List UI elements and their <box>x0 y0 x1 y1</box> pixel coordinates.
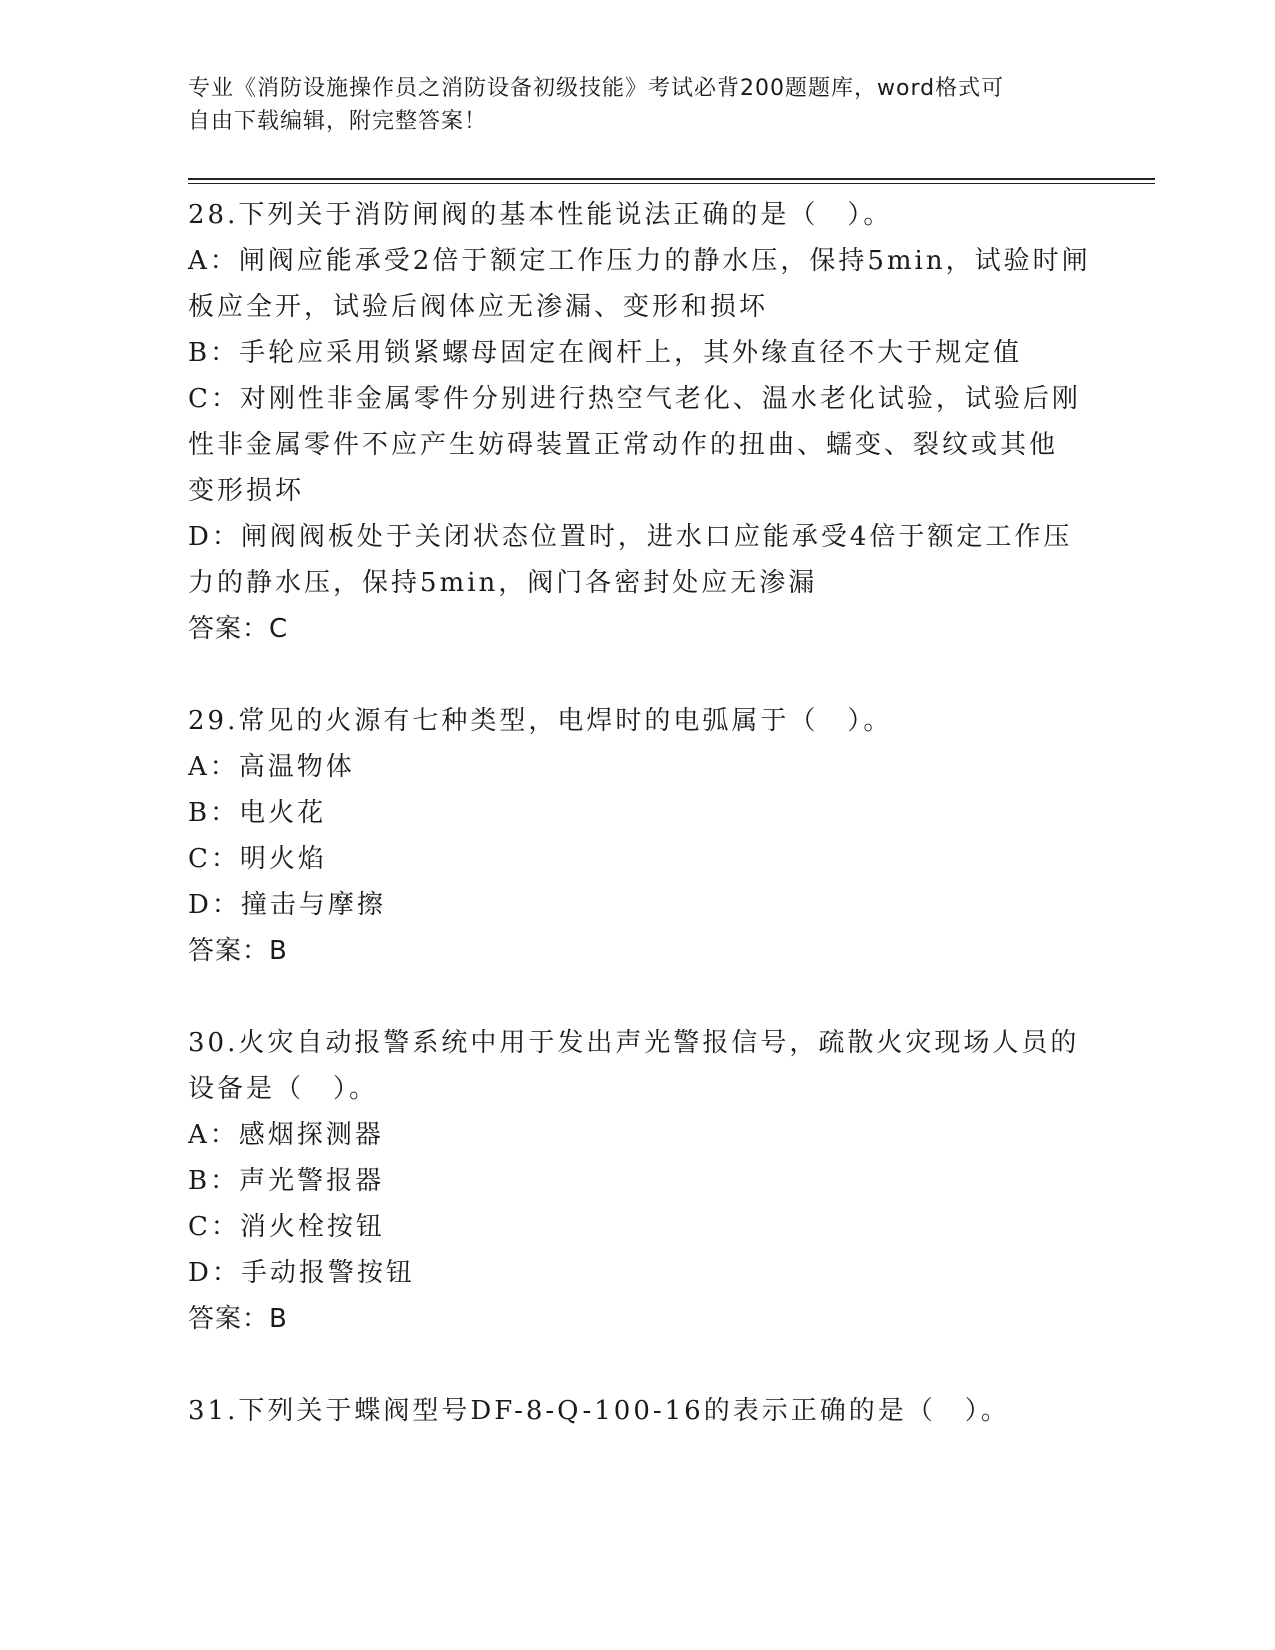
question-stem: 28.下列关于消防闸阀的基本性能说法正确的是（ ）。 <box>188 200 893 230</box>
answer-option: C：消火栓按钮 <box>188 1212 385 1242</box>
header-line-1: 专业《消防设施操作员之消防设备初级技能》考试必背200题题库，word格式可 <box>188 76 1005 101</box>
answer-option: 力的静水压，保持5min，阀门各密封处应无渗漏 <box>188 568 818 598</box>
answer-option: 板应全开，试验后阀体应无渗漏、变形和损坏 <box>188 292 769 322</box>
answer-option: B：手轮应采用锁紧螺母固定在阀杆上，其外缘直径不大于规定值 <box>188 338 1023 368</box>
question-stem: 31.下列关于蝶阀型号DF-8-Q-100-16的表示正确的是（ ）。 <box>188 1396 1010 1426</box>
header-line-2: 自由下载编辑，附完整答案！ <box>188 109 488 134</box>
answer-option: D：撞击与摩擦 <box>188 890 386 920</box>
question-block <box>188 192 1091 652</box>
answer-option: A：高温物体 <box>188 752 355 782</box>
answer-option: D：闸阀阀板处于关闭状态位置时，进水口应能承受4倍于额定工作压 <box>188 522 1073 552</box>
answer-option: B：电火花 <box>188 798 327 828</box>
question-stem: 30.火灾自动报警系统中用于发出声光警报信号，疏散火灾现场人员的 <box>188 1028 1080 1058</box>
answer-option: B：声光警报器 <box>188 1166 385 1196</box>
answer-key: 答案：B <box>188 1304 288 1334</box>
question-spacer <box>188 652 1088 698</box>
answer-option: D：手动报警按钮 <box>188 1258 415 1288</box>
question-list <box>188 192 1091 1434</box>
answer-key: 答案：B <box>188 936 288 966</box>
question-stem: 设备是（ ）。 <box>188 1074 379 1104</box>
question-block <box>188 1388 1088 1434</box>
question-spacer <box>188 974 1088 1020</box>
answer-option: A：闸阀应能承受2倍于额定工作压力的静水压，保持5min，试验时闸 <box>188 246 1091 276</box>
document-header <box>188 72 1068 138</box>
answer-option: C：明火焰 <box>188 844 327 874</box>
answer-option: 变形损坏 <box>188 476 305 506</box>
header-divider-thin <box>188 183 1155 184</box>
answer-key: 答案：C <box>188 614 289 644</box>
question-block <box>188 1020 1088 1342</box>
answer-option: C：对刚性非金属零件分别进行热空气老化、温水老化试验，试验后刚 <box>188 384 1081 414</box>
answer-option: 性非金属零件不应产生妨碍装置正常动作的扭曲、蠕变、裂纹或其他 <box>188 430 1059 460</box>
question-stem: 29.常见的火源有七种类型，电焊时的电弧属于（ ）。 <box>188 706 893 736</box>
question-spacer <box>188 1342 1088 1388</box>
header-divider-thick <box>188 178 1155 180</box>
answer-option: A：感烟探测器 <box>188 1120 384 1150</box>
question-block <box>188 698 1088 974</box>
